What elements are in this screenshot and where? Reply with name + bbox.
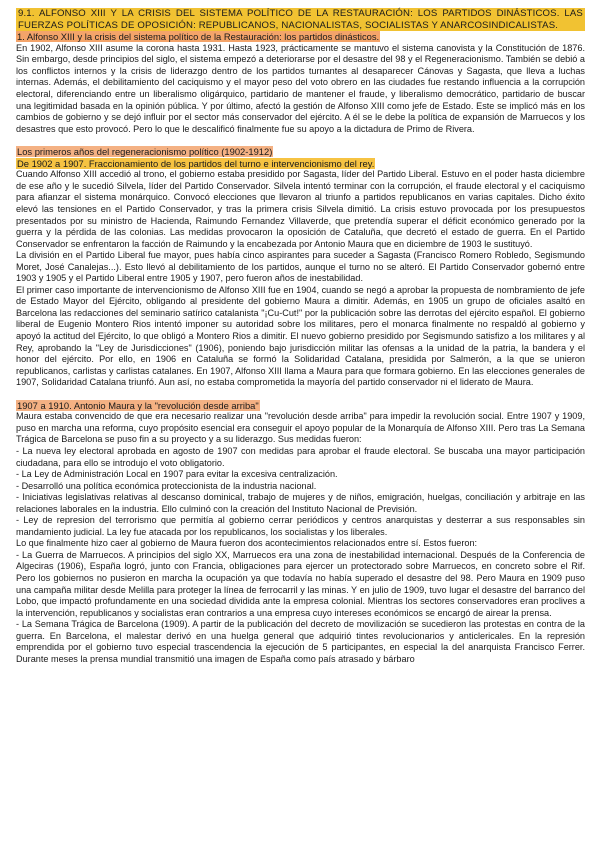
paragraph: Maura estaba convencido de que era necesario realizar una "revolución desde arriba" para impedir la revolución social. Entre 1907 y 1909, puso en marcha una reforma, cuyo propósito esencial era conseguir el apoyo popular de la Monarquía de Alfonso XIII. Pero tras La Semana Trágica de Barcelona se puso fin a su proyecto y a su liderazgo. Sus medidas fueron: — [16, 411, 585, 445]
list-item: - La Semana Trágica de Barcelona (1909). A partir de la publicación del decreto de movilización se sucedieron las protestas en contra de la guerra. En Barcelona, el malestar derivó en una huelga general que adquirió tintes revolucionarios y anticlericales. En la represión emprendida por el gobierno tuvo especial trascendencia la ejecución de 5 participantes, en especial la del anarquista Francisco Ferrer. Durante meses la prensa mundial transmitió una imagen de España como país atrasado y bárbaro — [16, 619, 585, 664]
paragraph: La división en el Partido Liberal fue mayor, pues había cinco aspirantes para suceder a Sagasta (Francisco Romero Robledo, Segismundo Moret, José Canalejas...). Esto llevó al debilitamiento de los partidos, aunque el turno no se alteró. El Partido Conservador gobernó entre 1903 y 1905 y el Partido Liberal entre 1905 y 1907, pero fueron años de inestabilidad. — [16, 250, 585, 284]
document-title: 9.1. ALFONSO XIII Y LA CRISIS DEL SISTEMA POLÍTICO DE LA RESTAURACIÓN: LOS PARTIDOS DINÁSTICOS. LAS FUERZAS POLÍTICAS DE OPOSICIÓN: REPUBLICANOS, NACIONALISTAS, SOCIALISTAS Y ANARCOSINDICALISTAS. — [18, 8, 583, 31]
section-heading-2 — [16, 146, 585, 158]
spacer — [16, 135, 585, 146]
document-page — [16, 8, 585, 665]
paragraph: En 1902, Alfonso XIII asume la corona hasta 1931. Hasta 1923, prácticamente se mantuvo el sistema canovista y la Constitución de 1876. Sin embargo, desde principios del siglo, el sistema empezó a deteriorarse por el desastre del 98 y el Regeneracionismo. También se debió a los conflictos internos y la crisis de liderazgo dentro de los partidos turnantes al desaparecer Cánovas y Sagasta, que lleva a luchas internas. Además, el debilitamiento del caciquismo y el mayor peso del voto obrero en las ciudades fue restando influencia a la corrupción electoral, diferenciando entre un liberalismo oligárquico, partidario de mantener el fraude, y liberalismo democrático, partidario de buscar una legitimidad basada en la opinión pública. Y por último, afectó la gestión de Alfonso XIII como jefe de Estado. Este se implicó más en los cambios de gobierno y se dejó influir por el sector más conservador del ejército. A él se le debe la política de expansión de Marruecos y los desastres que esto provocó. Pero lo que le descalificó finalmente fue su apoyo a la dictadura de Primo de Rivera. — [16, 42, 585, 134]
subsection-heading-2a — [16, 158, 585, 170]
paragraph: El primer caso importante de intervencionismo de Alfonso XIII fue en 1904, cuando se negó a aprobar la propuesta de nombramiento de jefe de Estado Mayor del Ejército, obligando al presidente del gobierno Maura a dimitir. Además, en 1905 un grupo de oficiales asaltó en Barcelona las redacciones del seminario satírico catalanista "¡Cu-Cut!" por la publicación sobre las derrotas del ejército español. El gobierno liberal de Eugenio Montero Rios intentó imponer su autoridad sobre los militares, pero el monarca finalmente no respaldó al gobierno y apoyó la actitud del Ejército, lo que obligó a Montero Rios a dimitir. El nuevo gobierno presidido por Segismundo satisfizo a los militares y al Rey, aprobando la "Ley de Jurisdicciones" (1906), poniendo bajo jurisdicción militar las ofensas a la unidad de la patria, la bandera y el honor del ejército. Por ello, en 1906 en Cataluña se formó la Solidaridad Catalana, presidida por Salmerón, a la que se unieron republicanos, carlistas y carlistas catalanes. En 1907, Alfonso XIII llama a Maura para que formara gobierno. En las elecciones generales de 1907, Solidaridad Catalana triunfó. Aun así, no estaba comprometida la mayoría del partido conservador ni el liderato de Maura. — [16, 284, 585, 388]
list-item: - La Ley de Administración Local en 1907 para evitar la excesiva centralización. — [16, 469, 338, 480]
list-item: - Ley de represion del terrorismo que permitía al gobierno cerrar periódicos y centros anarquistas y desterrar a sus responsables sin mandamiento judicial. La ley fue atacada por los republicanos, los socialistas y los liberales. — [16, 515, 585, 537]
section-heading-1-text: 1. Alfonso XIII y la crisis del sistema político de la Restauración: los partidos dinásticos. — [17, 31, 380, 43]
list-item: - Iniciativas legislativas relativas al descanso dominical, trabajo de mujeres y de niños, emigración, huelgas, conciliación y arbitraje en las relaciones laborales en la industria. Ello culminó con la creación del Instituto Nacional de Previsión. — [16, 492, 585, 514]
list-item: - Desarrolló una política económica proteccionista de la industria nacional. — [16, 480, 317, 491]
section-heading-3 — [16, 400, 585, 412]
list-item: - La Guerra de Marruecos. A principios del siglo XX, Marruecos era una zona de inestabilidad internacional. Después de la Conferencia de Algeciras (1906), España logró, junto con Francia, obligaciones para ejercer un protectorado sobre Marruecos, en concreto sobre el Rif. Pero los gobiernos no pusieron en marcha la ocupación ya que todavía no había superado el desastre del 98. Pero Maura en 1909 puso una campaña militar desde Melilla para proteger la línea de ferrocarril y las minas. Y en julio de 1909, tuvo lugar el desastre del barranco del Lobo, que impactó profundamente en una sociedad dividida ante la empresa colonial. Mientras los sectores conservadores eran proclives a la intervención, republicanos y socialistas eran contrarios a una empresa cuyo intereses económicos se encargó de airear la prensa. — [16, 549, 585, 618]
subsection-heading-2a-text: De 1902 a 1907. Fraccionamiento de los partidos del turno e intervencionismo del rey. — [17, 157, 375, 169]
paragraph: Lo que finalmente hizo caer al gobierno de Maura fueron dos acontecimientos relacionados entre sí. Estos fueron: — [16, 538, 478, 549]
section-heading-3-text: 1907 a 1910. Antonio Maura y la "revolución desde arriba" — [17, 399, 259, 411]
spacer — [16, 389, 585, 400]
paragraph: Cuando Alfonso XIII accedió al trono, el gobierno estaba presidido por Sagasta, líder del Partido Liberal. Estuvo en el poder hasta diciembre de ese año y le sucedió Silvela, líder del Partido Conservador. Silvela intentó terminar con la corrupción, el fraude electoral y el caciquismo para afianzar el sistema monárquico. Convocó elecciones que llevaron al triunfo a partidos republicanos en varias capitales. Dicho éxito elevó las tensiones en el Partido Conservador, y tras la primera crisis Silvela dimitió. La crisis estuvo provocada por los presupuestos presentados por su ministro de Hacienda, Raimundo Fernandez Villaverde, que pretendía superar el déficit económico generado por la guerra y la pérdida de las colonias. Las medidas provocaron la oposición de Cataluña, que decretó el estado de guerra. En el Partido Conservador se enfrentaron la facción de Raimundo y la encabezada por Antonio Maura que en diciembre de 1903 le sustituyó. — [16, 169, 585, 249]
list-item: - La nueva ley electoral aprobada en agosto de 1907 con medidas para aprobar el fraude electoral. Se buscaba una mayor participación ciudadana, para ello se introdujo el voto obligatorio. — [16, 445, 585, 468]
section-heading-2-text: Los primeros años del regeneracionismo político (1902-1912) — [17, 146, 273, 158]
section-heading-1 — [16, 31, 585, 43]
